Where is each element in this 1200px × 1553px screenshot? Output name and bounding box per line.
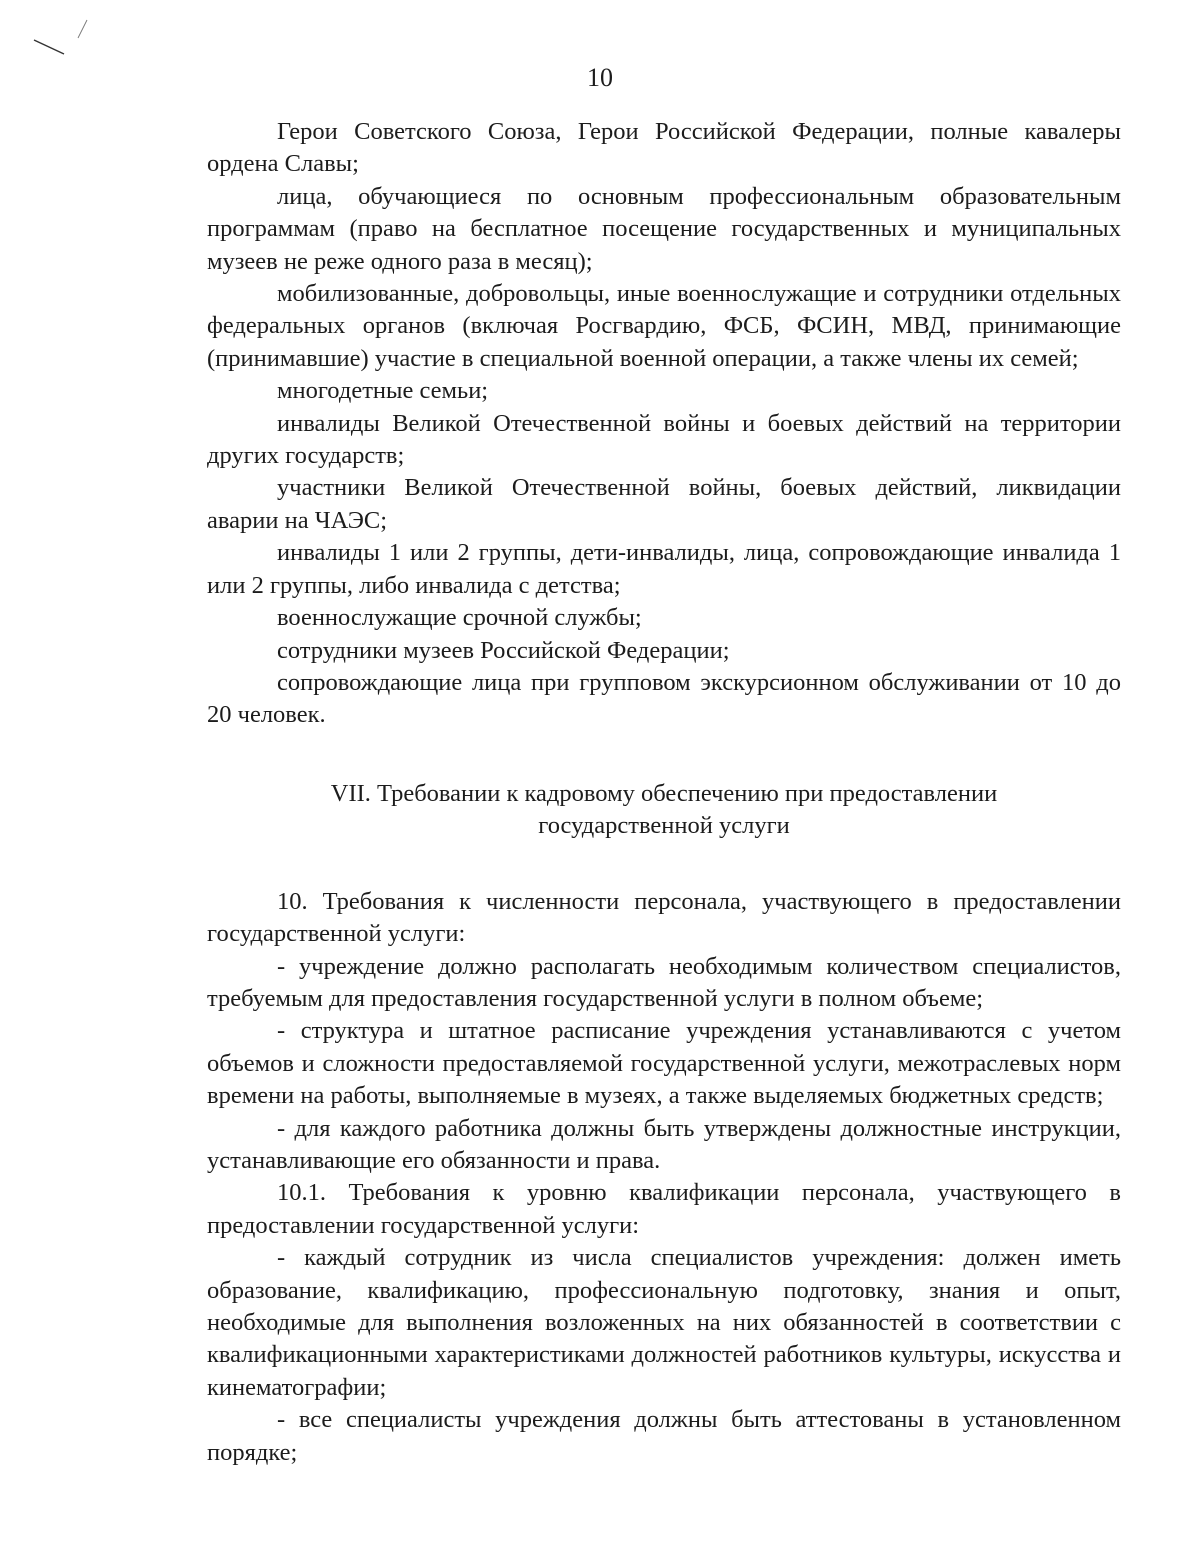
paragraph: участники Великой Отечественной войны, боевых действий, ликвидации аварии на ЧАЭС; [207, 474, 1121, 534]
section-heading-line: VII. Требовании к кадровому обеспечению при предоставлении [330, 779, 998, 807]
paragraph: сотрудники музеев Российской Федерации; [277, 636, 730, 664]
paragraph: - структура и штатное расписание учреждения устанавливаются с учетом объемов и сложности предоставляемой государственной услуги, межотраслевых норм времени на работы, выполняемые в музеях, а также выделяемых бюджетных средств; [207, 1017, 1121, 1110]
section-heading-line: государственной услуги [538, 811, 790, 839]
paragraph: 10. Требования к численности персонала, участвующего в предоставлении государственной услуги: [207, 887, 1121, 948]
paragraph: инвалиды 1 или 2 группы, дети-инвалиды, лица, сопровождающие инвалида 1 или 2 группы, либо инвалида с детства; [207, 539, 1121, 599]
paragraph: - учреждение должно располагать необходимым количеством специалистов, требуемым для предоставления государственной услуги в полном объеме; [207, 952, 1121, 1012]
paragraph: лица, обучающиеся по основным профессиональным образовательным программам (право на бесплатное посещение государственных и муниципальных музеев не реже одного раза в месяц); [207, 182, 1121, 275]
paragraph: военнослужащие срочной службы; [277, 604, 642, 632]
document-body [207, 116, 1121, 1469]
paragraph: Герои Советского Союза, Герои Российской Федерации, полные кавалеры ордена Славы; [207, 118, 1121, 178]
paragraph: - каждый сотрудник из числа специалистов учреждения: должен иметь образование, квалификацию, профессиональную подготовку, знания и опыт, необходимые для выполнения возложенных на них обязанностей в соответствии с квалификационными характеристиками должностей работников культуры, искусства и кинематографии; [207, 1244, 1121, 1401]
paragraph: мобилизованные, добровольцы, иные военнослужащие и сотрудники отдельных федеральных органов (включая Росгвардию, ФСБ, ФСИН, МВД, принимающие (принимавшие) участие в специальной военной операции, а также члены их семей; [207, 280, 1121, 372]
paragraph: инвалиды Великой Отечественной войны и боевых действий на территории других государств; [207, 409, 1121, 470]
paragraph: 10.1. Требования к уровню квалификации персонала, участвующего в предоставлении государственной услуги: [207, 1179, 1121, 1239]
paragraph: многодетные семьи; [277, 377, 489, 405]
page-number: 10 [587, 63, 613, 92]
section-heading [207, 778, 1121, 842]
paragraph: - для каждого работника должны быть утверждены должностные инструкции, устанавливающие его обязанности и права. [207, 1114, 1121, 1174]
paragraph: - все специалисты учреждения должны быть аттестованы в установленном порядке; [207, 1406, 1121, 1466]
paragraph: сопровождающие лица при групповом экскурсионном обслуживании от 10 до 20 человек. [207, 668, 1121, 729]
